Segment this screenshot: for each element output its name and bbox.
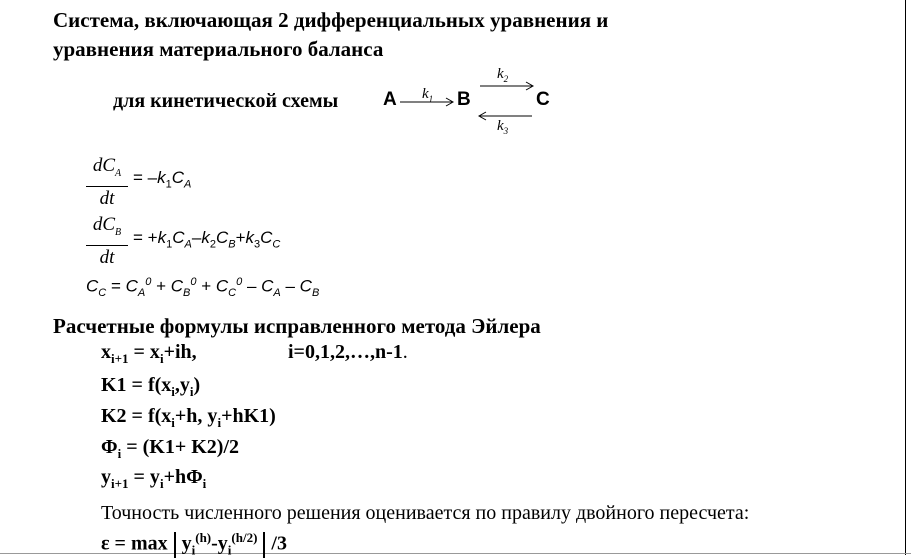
eq2-rhs: = $+k_1C_A-k_2C_B+k_3C_C$ bbox=[133, 228, 281, 251]
page-right-border bbox=[905, 0, 906, 555]
k3-label: $k_3$ bbox=[497, 118, 509, 136]
accuracy-note: Точность численного решения оценивается по правилу двойного пересчета: bbox=[101, 502, 750, 524]
section-title: Расчетные формулы исправленного метода Эйлера bbox=[53, 314, 541, 338]
eq2-fraction: $dC_B$ dt bbox=[86, 213, 128, 270]
formula-k2: $K2 = f(x_i+h$, $y_i+hK1$) bbox=[101, 405, 276, 430]
eq1-rhs: = $-k_1C_A$ bbox=[133, 168, 192, 191]
species-b: B bbox=[457, 89, 471, 110]
scheme-prefix: для кинетической схемы bbox=[113, 90, 339, 112]
formula-y-step: $y_{i+1} = y_i+h\Phi_i$ bbox=[101, 466, 207, 491]
title-line-2: уравнения материального баланса bbox=[53, 37, 384, 61]
material-balance: $C_C = C_A^0 + C_B^0 + C_C^0 - C_A - C_B$ bbox=[86, 276, 320, 300]
species-a: A bbox=[383, 89, 397, 110]
k1-label: $k_1$ bbox=[422, 86, 434, 104]
formula-x-range: i=0,1,2,…,n-1. bbox=[288, 341, 408, 363]
title-line-1: Система, включающая 2 дифференциальных уравнения и bbox=[53, 8, 609, 32]
error-formula: $\varepsilon = \max y_i^{(h)}-y_i^{(h/2)}$ /3 bbox=[101, 530, 287, 558]
k2-label: $k_2$ bbox=[497, 66, 509, 84]
formula-k1: $K1 = f(x_i,y_i)$ bbox=[101, 374, 201, 399]
formula-x-step: $x_{i+1} = x_i+ih$, bbox=[101, 341, 197, 366]
formula-phi: $\Phi_i = (K1+ K2)/2$ bbox=[101, 436, 240, 461]
species-c: C bbox=[536, 89, 550, 110]
eq1-fraction: $dC_A$ dt bbox=[86, 154, 128, 211]
